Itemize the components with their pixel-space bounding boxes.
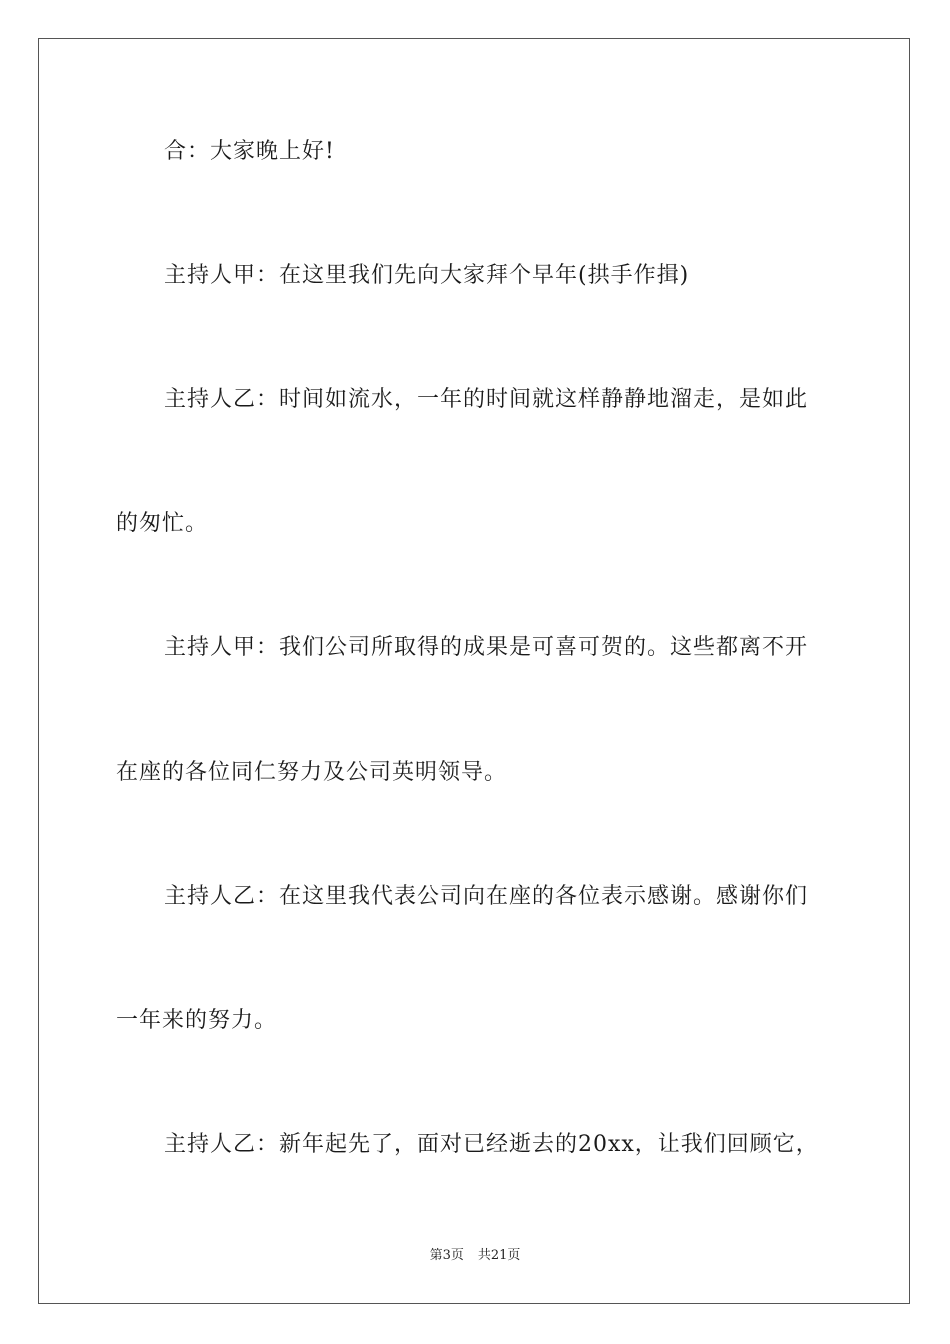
page-border [38, 38, 910, 1304]
paragraph-line: 一年来的努力。 [116, 1008, 278, 1033]
paragraph-line: 主持人甲：我们公司所取得的成果是可喜可贺的。这些都离不开 [164, 635, 809, 660]
paragraph-line: 主持人甲：在这里我们先向大家拜个早年(拱手作揖) [164, 263, 690, 288]
total-pages-label: 共21页 [477, 1248, 521, 1263]
paragraph-line: 的匆忙。 [116, 511, 209, 536]
page-footer [0, 1247, 950, 1265]
paragraph-line: 合：大家晚上好! [164, 139, 335, 164]
current-page-label: 第3页 [429, 1248, 464, 1263]
paragraph-line: 主持人乙：在这里我代表公司向在座的各位表示感谢。感谢你们 [164, 884, 809, 909]
paragraph-line: 主持人乙：时间如流水，一年的时间就这样静静地溜走，是如此 [164, 387, 809, 412]
paragraph-line: 在座的各位同仁努力及公司英明领导。 [116, 760, 508, 785]
paragraph-line: 主持人乙：新年起先了，面对已经逝去的20xx，让我们回顾它， [164, 1132, 819, 1157]
